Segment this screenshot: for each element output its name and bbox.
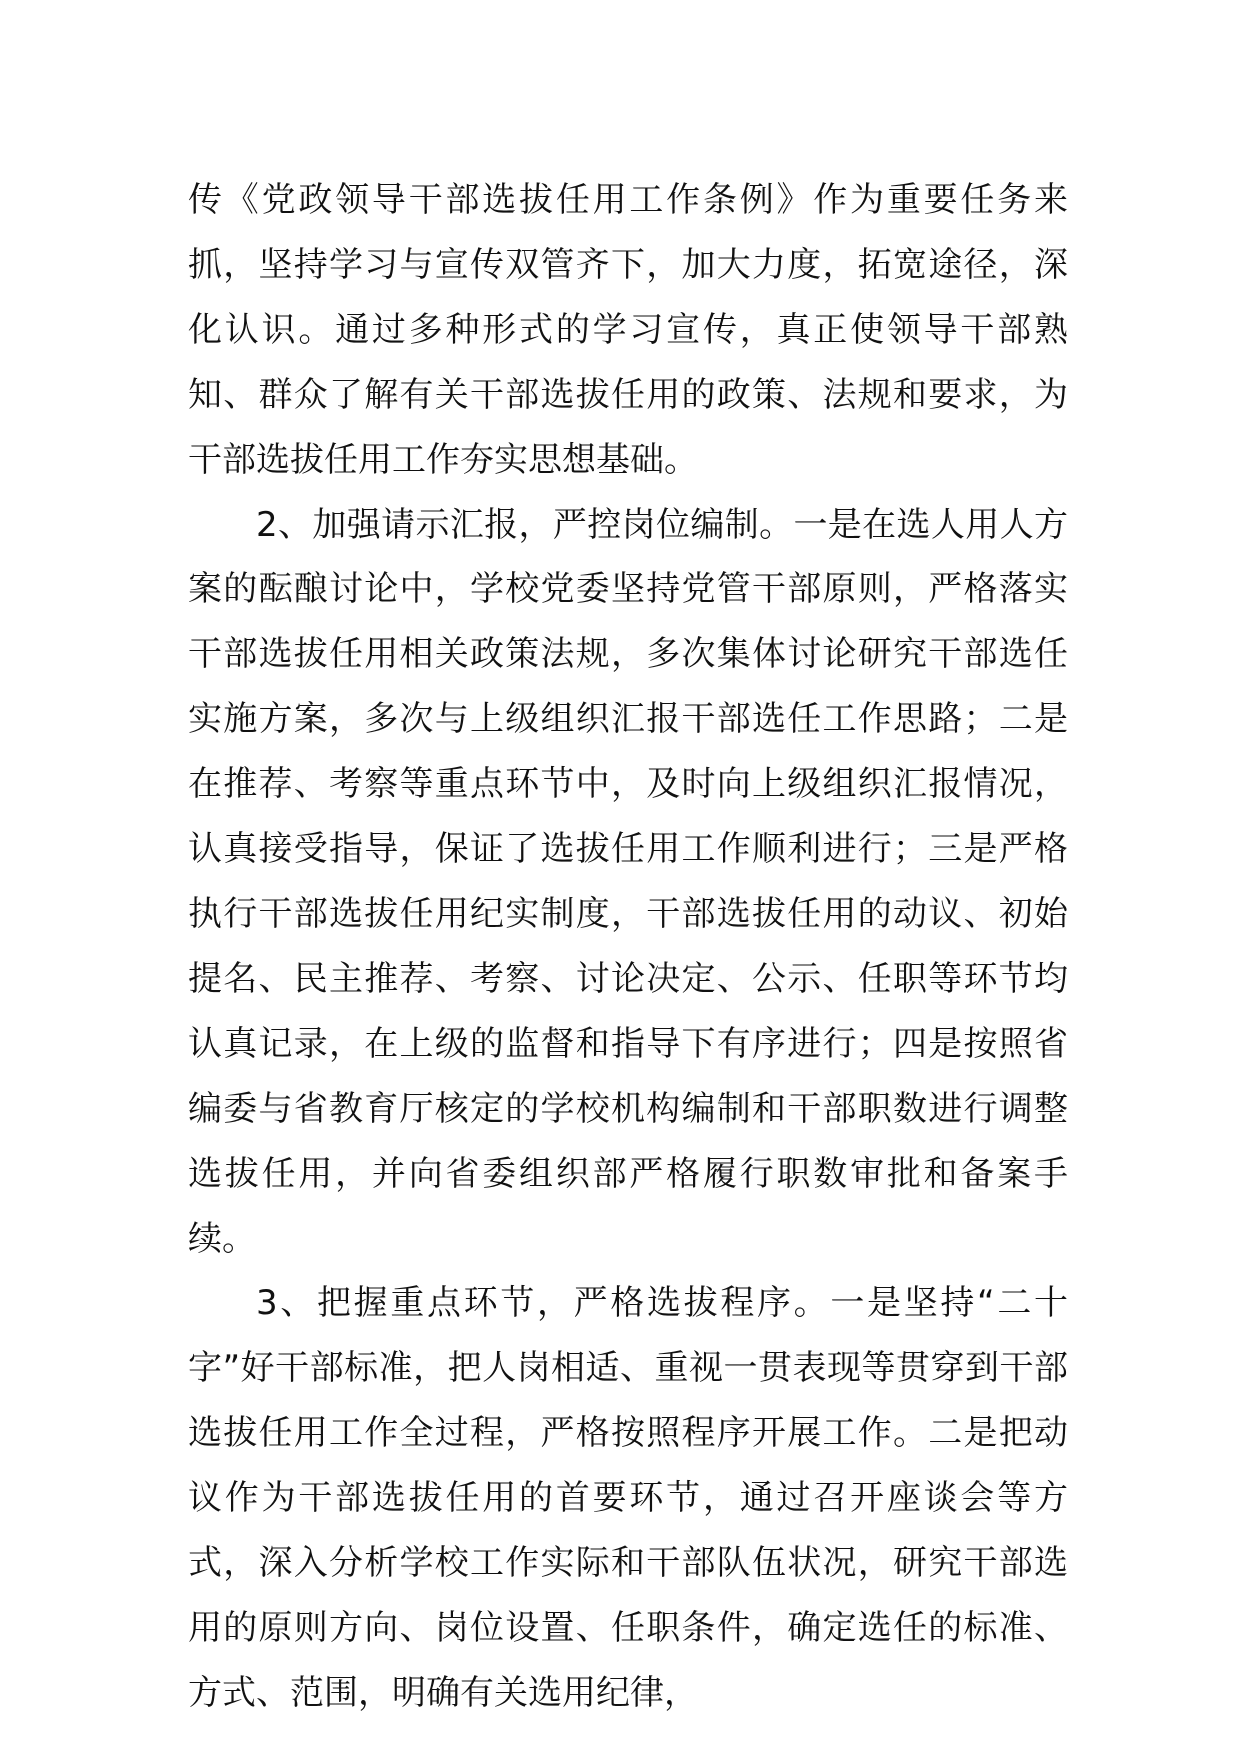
paragraph-section-2: 2、加强请示汇报，严控岗位编制。一是在选人用人方案的酝酿讨论中，学校党委坚持党管干部原则，严格落实干部选拔任用相关政策法规，多次集体讨论研究干部选任实施方案，多次与上级组织汇报干部选任工作思路；二是在推荐、考察等重点环节中，及时向上级组织汇报情况，认真接受指导，保证了选拔任用工作顺利进行；三是严格执行干部选拔任用纪实制度，干部选拔任用的动议、初始提名、民主推荐、考察、讨论决定、公示、任职等环节均认真记录，在上级的监督和指导下有序进行；四是按照省编委与省教育厅核定的学校机构编制和干部职数进行调整选拔任用，并向省委组织部严格履行职数审批和备案手续。 [188, 504, 1068, 1259]
paragraph-continuation: 传《党政领导干部选拔任用工作条例》作为重要任务来抓，坚持学习与宣传双管齐下，加大力度，拓宽途径，深化认识。通过多种形式的学习宣传，真正使领导干部熟知、群众了解有关干部选拔任用的政策、法规和要求，为干部选拔任用工作夯实思想基础。 [188, 180, 1068, 480]
paragraph-section-3: 3、把握重点环节，严格选拔程序。一是坚持“二十字”好干部标准，把人岗相适、重视一贯表现等贯穿到干部选拔任用工作全过程，严格按照程序开展工作。二是把动议作为干部选拔任用的首要环节，通过召开座谈会等方式，深入分析学校工作实际和干部队伍状况，研究干部选用的原则方向、岗位设置、任职条件，确定选任的标准、方式、范围，明确有关选用纪律， [188, 1283, 1068, 1713]
document-body [188, 168, 1068, 1726]
